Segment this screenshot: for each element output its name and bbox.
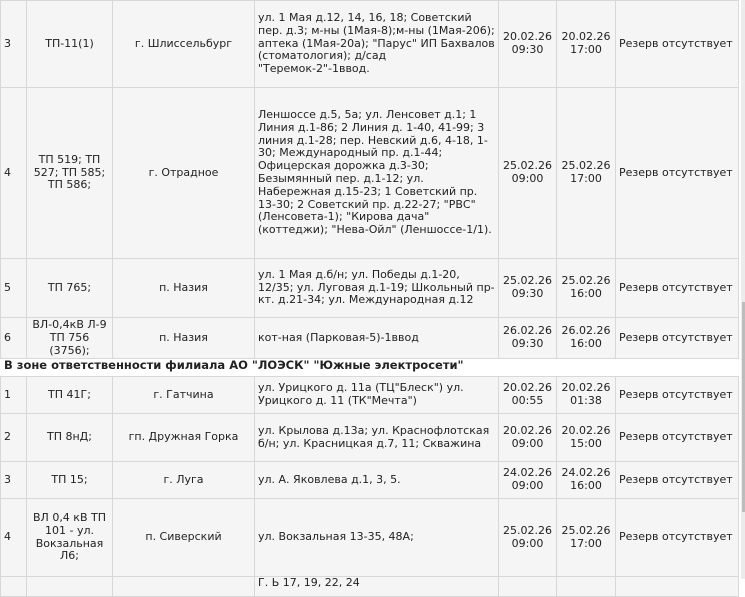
object-cell: ТП 765;: [27, 259, 113, 318]
end-datetime: 25.02.26 16:00: [557, 259, 616, 318]
object-cell: ВЛ 0,4 кВ ТП 101 - ул. Вокзальная Л6;: [27, 499, 113, 577]
addresses-cell: ул. Крылова д.13а; ул. Краснофлотская б/н; ул. Красницкая д.7, 11; Скважина: [255, 414, 499, 462]
end-datetime: 26.02.26 16:00: [557, 318, 616, 359]
start-datetime: 20.02.26 00:55: [499, 377, 557, 414]
end-datetime: 20.02.26 15:00: [557, 414, 616, 462]
end-datetime: 25.02.26 17:00: [557, 499, 616, 577]
row-number: 4: [1, 499, 27, 577]
row-number: 3: [1, 1, 27, 88]
reserve-status: Резерв отсутствует: [616, 377, 739, 414]
locality-cell: п. Сиверский: [113, 499, 255, 577]
start-datetime: 26.02.26 09:30: [499, 318, 557, 359]
table-row: [1, 1, 739, 88]
reserve-status: Резерв отсутствует: [616, 462, 739, 499]
object-cell: ТП 519; ТП 527; ТП 585; ТП 586;: [27, 88, 113, 259]
row-number: 2: [1, 414, 27, 462]
table-row: [1, 499, 739, 577]
end-datetime: 20.02.26 17:00: [557, 1, 616, 88]
addresses-cell: кот-ная (Парковая-5)-1ввод: [255, 318, 499, 359]
addresses-cell: ул. 1 Мая д.12, 14, 16, 18; Советский пер. д.3; м-ны (1Мая-8);м-ны (1Мая-206); аптека (1Мая-20а); "Парус" ИП Бахвалов (стоматология); д/сад "Теремок-2"-1ввод.: [255, 1, 499, 88]
start-datetime: 25.02.26 09:00: [499, 499, 557, 577]
locality-cell: п. Назия: [113, 318, 255, 359]
locality-cell: п. Назия: [113, 259, 255, 318]
locality-cell: г. Гатчина: [113, 377, 255, 414]
section-heading: В зоне ответственности филиала АО "ЛОЭСК" "Южные электросети": [4, 358, 464, 372]
end-datetime: 25.02.26 17:00: [557, 88, 616, 259]
row-number: 6: [1, 318, 27, 359]
end-datetime: 24.02.26 16:00: [557, 462, 616, 499]
reserve-status: Резерв отсутствует: [616, 1, 739, 88]
reserve-status: Резерв отсутствует: [616, 88, 739, 259]
addresses-cell: Леншоссе д.5, 5а; ул. Ленсовет д.1; 1 Линия д.1-86; 2 Линия д. 1-40, 41-99; 3 линия д.1-28; пер. Невский д.6, 4-18, 1-30; Международный пр. д.1-44; Офицерская дорожка д.3-30; Безымянный пер. д.1-12; ул. Набережная д.15-23; 1 Советский пр. 13-30; 2 Советский пр. д.22-27; "РВС" (Ленсовета-1); "Кирова дача" (коттеджи); "Нева-Ойл" (Леншоссе-1/1).: [255, 88, 499, 259]
addresses-cell: ул. Вокзальная 13-35, 48А;: [255, 499, 499, 577]
addresses-cell: ул. Урицкого д. 11а (ТЦ"Блеск") ул. Урицкого д. 11 (ТК"Мечта"): [255, 377, 499, 414]
reserve-status: Резерв отсутствует: [616, 414, 739, 462]
reserve-status: Резерв отсутствует: [616, 318, 739, 359]
row-number: 5: [1, 259, 27, 318]
row-number: 1: [1, 377, 27, 414]
start-datetime: 20.02.26 09:30: [499, 1, 557, 88]
start-datetime: 24.02.26 09:00: [499, 462, 557, 499]
locality-cell: гп. Дружная Горка: [113, 414, 255, 462]
object-cell: ВЛ-0,4кВ Л-9 ТП 756 (3756);: [27, 318, 113, 359]
addresses-cell: ул. 1 Мая д.б/н; ул. Победы д.1-20, 12/35; ул. Луговая д.1-19; Школьный пр-кт. д.21-34; ул. Международная д.12: [255, 259, 499, 318]
object-cell: ТП-11(1): [27, 1, 113, 88]
object-cell: ТП 8нД;: [27, 414, 113, 462]
reserve-status: Резерв отсутствует: [616, 259, 739, 318]
locality-cell: г. Отрадное: [113, 88, 255, 259]
locality-cell: г. Луга: [113, 462, 255, 499]
table-row: [1, 414, 739, 462]
row-number: 3: [1, 462, 27, 499]
locality-cell: г. Шлиссельбург: [113, 1, 255, 88]
object-cell: ТП 41Г;: [27, 377, 113, 414]
row-number: 4: [1, 88, 27, 259]
outage-table-lower: [0, 376, 739, 597]
addresses-cell: ул. А. Яковлева д.1, 3, 5.: [255, 462, 499, 499]
start-datetime: 25.02.26 09:00: [499, 88, 557, 259]
reserve-status: Резерв отсутствует: [616, 499, 739, 577]
end-datetime: 20.02.26 01:38: [557, 377, 616, 414]
table-row: [1, 259, 739, 318]
start-datetime: 25.02.26 09:30: [499, 259, 557, 318]
table-row: [1, 88, 739, 259]
object-cell: ТП 15;: [27, 462, 113, 499]
table-row: [1, 462, 739, 499]
table-row: [1, 318, 739, 359]
vertical-scrollbar[interactable]: [741, 0, 745, 579]
start-datetime: 20.02.26 09:00: [499, 414, 557, 462]
addresses-cell-partial: Г. Ь 17, 19, 22, 24: [255, 577, 499, 597]
table-row: [1, 377, 739, 414]
table-row: [1, 577, 739, 597]
